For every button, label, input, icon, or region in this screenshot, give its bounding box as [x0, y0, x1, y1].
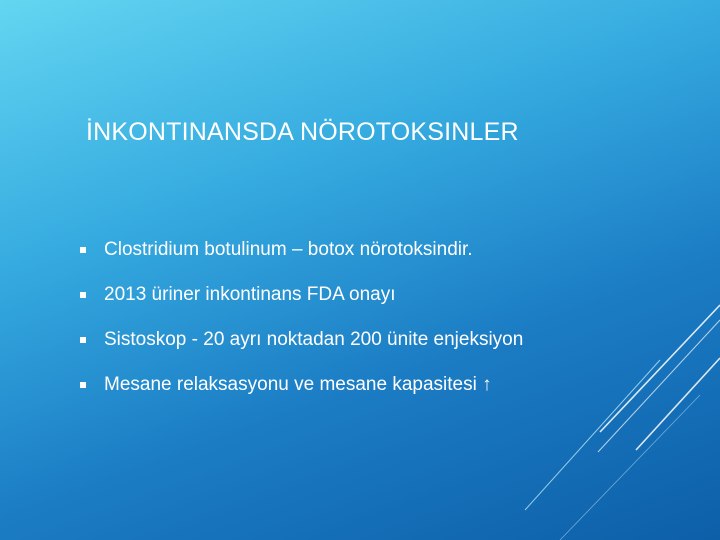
square-bullet-icon [78, 380, 88, 390]
square-bullet-icon [78, 290, 88, 300]
square-bullet-icon [78, 335, 88, 345]
bullet-text: Sistoskop - 20 ayrı noktadan 200 ünite enjeksiyon [104, 329, 524, 350]
bullet-item [78, 283, 698, 328]
bullet-item [78, 238, 698, 283]
slide-title: İNKONTINANSDA NÖROTOKSINLER [86, 118, 519, 146]
bullet-item [78, 328, 698, 373]
bullet-text: 2013 üriner inkontinans FDA onayı [104, 284, 396, 305]
bullet-text: Mesane relaksasyonu ve mesane kapasitesi ↑ [104, 374, 492, 395]
bullet-text: Clostridium botulinum – botox nörotoksindir. [104, 239, 473, 260]
bullet-list [78, 238, 698, 418]
bullet-item [78, 373, 698, 418]
square-bullet-icon [78, 245, 88, 255]
